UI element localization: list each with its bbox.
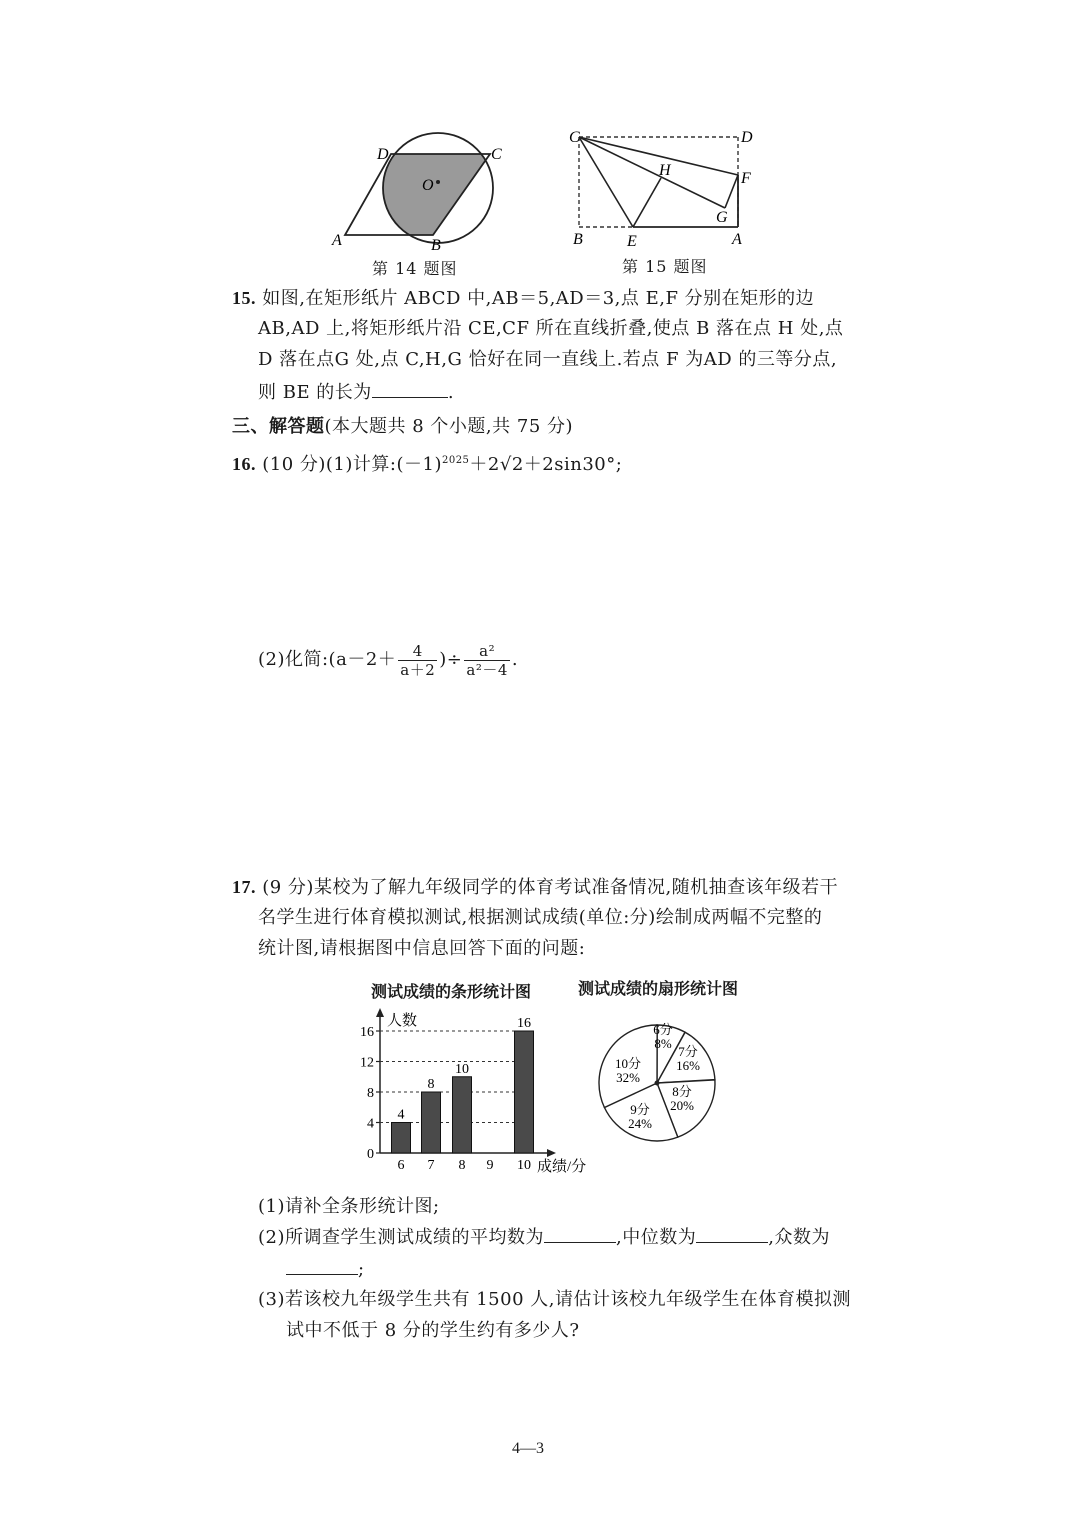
q16-fraction-1 [398, 642, 437, 679]
fig15-line-FG [725, 175, 738, 208]
x-tick-label: 6 [397, 1158, 405, 1173]
q16-number: 16. [232, 454, 256, 474]
y-tick-label: 16 [360, 1025, 374, 1040]
y-tick-label: 12 [360, 1055, 374, 1071]
q15-line4 [258, 381, 454, 404]
fig15-label-E: E [627, 233, 637, 250]
mode-answer-blank[interactable] [286, 1258, 358, 1275]
fig15-label-C: C [569, 129, 580, 146]
bar-value-label: 16 [517, 1016, 531, 1031]
q17-sub2-text-a: (2)所调查学生测试成绩的平均数为 [258, 1227, 544, 1248]
page-number: 4—3 [512, 1440, 544, 1457]
q15-line2: AB,AD 上,将矩形纸片沿 CE,CF 所在直线折叠,使点 B 落在点 H 处,点 [258, 318, 844, 339]
q17-line2: 名学生进行体育模拟测试,根据测试成绩(单位:分)绘制成两幅不完整的 [258, 907, 823, 928]
pie-slice-label: 10分 [614, 1056, 642, 1071]
y-axis-arrow [376, 1008, 384, 1017]
q15-answer-blank[interactable] [372, 381, 448, 398]
pie-slice-percent: 8% [654, 1036, 672, 1051]
pie-slice-label: 7分 [678, 1044, 698, 1059]
figure-14 [325, 120, 515, 255]
q16-fraction-2 [464, 642, 510, 679]
bar-chart-x-ticks [398, 1158, 532, 1173]
fig15-label-G: G [716, 209, 728, 226]
fraction-2-denominator: a²－4 [466, 660, 508, 679]
fraction-1-numerator: 4 [412, 641, 423, 660]
fraction-1-denominator: a＋2 [400, 660, 436, 679]
q17-line1 [232, 876, 838, 899]
pie-slice-percent: 32% [616, 1070, 640, 1085]
q17-sub3-line2: 试中不低于 8 分的学生约有多少人? [286, 1320, 580, 1341]
bar-chart-title: 测试成绩的条形统计图 [371, 982, 532, 1001]
y-tick-label: 0 [367, 1147, 374, 1162]
x-tick-label: 10 [517, 1158, 531, 1173]
fig15-line-EH [633, 178, 661, 227]
fig14-center-dot [436, 180, 440, 184]
fig14-shaded-region [345, 154, 490, 235]
fig15-caption: 第 15 题图 [622, 257, 708, 276]
q17-sub3-line1: (3)若该校九年级学生共有 1500 人,请估计该校九年级学生在体育模拟测 [258, 1289, 851, 1310]
q17-sub2-cont [286, 1258, 365, 1281]
q17-sub2 [258, 1226, 830, 1249]
bar-chart-y-label: 人数 [387, 1013, 418, 1029]
fig15-label-D: D [741, 129, 753, 146]
mean-answer-blank[interactable] [544, 1226, 616, 1243]
bar-chart [355, 1003, 615, 1178]
q17-text-line1: (9 分)某校为了解九年级同学的体育考试准备情况,随机抽查该年级若干 [262, 877, 839, 898]
q16-part2 [258, 640, 518, 680]
fig14-label-O: O [422, 177, 434, 194]
q15-number: 15. [232, 288, 256, 308]
q15-line4-text: 则 BE 的长为 [258, 382, 372, 403]
bar-chart-y-ticks [360, 1025, 380, 1162]
y-tick-label: 8 [367, 1086, 374, 1101]
pie-slice-label: 8分 [672, 1084, 692, 1099]
fig14-label-C: C [491, 146, 502, 163]
fig14-label-B: B [431, 237, 441, 254]
bar-8 [453, 1077, 472, 1153]
y-tick-label: 4 [367, 1116, 374, 1132]
pie-chart [590, 1020, 725, 1150]
q17-sub2-text-b: ,中位数为 [616, 1227, 697, 1248]
x-tick-label: 7 [427, 1158, 435, 1173]
bar-7 [422, 1092, 441, 1153]
section3-heading [232, 412, 573, 438]
q16-exponent: 2025 [441, 455, 470, 466]
q15-line4-end: . [447, 382, 455, 403]
q15-line1 [232, 287, 814, 310]
q16-part2-mid: )÷ [439, 649, 463, 670]
q17-line3: 统计图,请根据图中信息回答下面的问题: [258, 938, 586, 959]
median-answer-blank[interactable] [696, 1226, 768, 1243]
fig15-label-F: F [741, 170, 751, 187]
bar-10 [515, 1031, 534, 1153]
section3-note: (本大题共 8 个小题,共 75 分) [324, 416, 574, 437]
pie-center [655, 1081, 660, 1086]
fig14-caption: 第 14 题图 [372, 259, 458, 278]
q16-part1-text: (10 分)(1)计算:(－1) [262, 454, 442, 475]
fig15-label-H: H [659, 162, 671, 179]
pie-slice-percent: 20% [670, 1098, 694, 1113]
q16-part1-rest: ＋2√2＋2sin30°; [469, 454, 623, 475]
x-axis-arrow [547, 1149, 556, 1157]
bar-value-label: 10 [455, 1061, 469, 1077]
pie-chart-title: 测试成绩的扇形统计图 [578, 979, 739, 998]
q16-part2-end: . [511, 649, 519, 670]
q16-part2-text: (2)化简:(a－2＋ [258, 649, 397, 670]
bar-6 [392, 1123, 411, 1154]
figure-15 [565, 120, 765, 255]
q15-line3: D 落在点G 处,点 C,H,G 恰好在同一直线上.若点 F 为AD 的三等分点, [258, 349, 838, 370]
q17-sub2-end: ; [358, 1259, 365, 1280]
q17-sub1: (1)请补全条形统计图; [258, 1196, 440, 1217]
q17-number: 17. [232, 877, 256, 897]
q16-part1 [232, 450, 622, 476]
x-tick-label: 9 [486, 1158, 494, 1173]
pie-slice-percent: 16% [676, 1058, 700, 1073]
pie-slice-label: 9分 [630, 1102, 650, 1117]
q17-sub2-text-c: ,众数为 [768, 1227, 830, 1248]
fig14-label-D: D [377, 146, 389, 163]
fraction-2-numerator: a² [479, 641, 496, 660]
bar-value-label: 8 [427, 1077, 435, 1092]
pie-slice-percent: 24% [628, 1116, 652, 1131]
pie-slice-label: 6分 [653, 1022, 673, 1037]
fig15-label-A: A [732, 231, 742, 248]
bar-chart-x-label: 成绩/分 [537, 1159, 587, 1175]
section3-title: 三、解答题 [232, 416, 325, 437]
fig15-label-B: B [573, 231, 583, 248]
fig14-label-A: A [332, 232, 342, 249]
q15-text-line1: 如图,在矩形纸片 ABCD 中,AB＝5,AD＝3,点 E,F 分别在矩形的边 [262, 288, 815, 309]
x-tick-label: 8 [458, 1158, 466, 1173]
bar-value-label: 4 [397, 1107, 405, 1123]
